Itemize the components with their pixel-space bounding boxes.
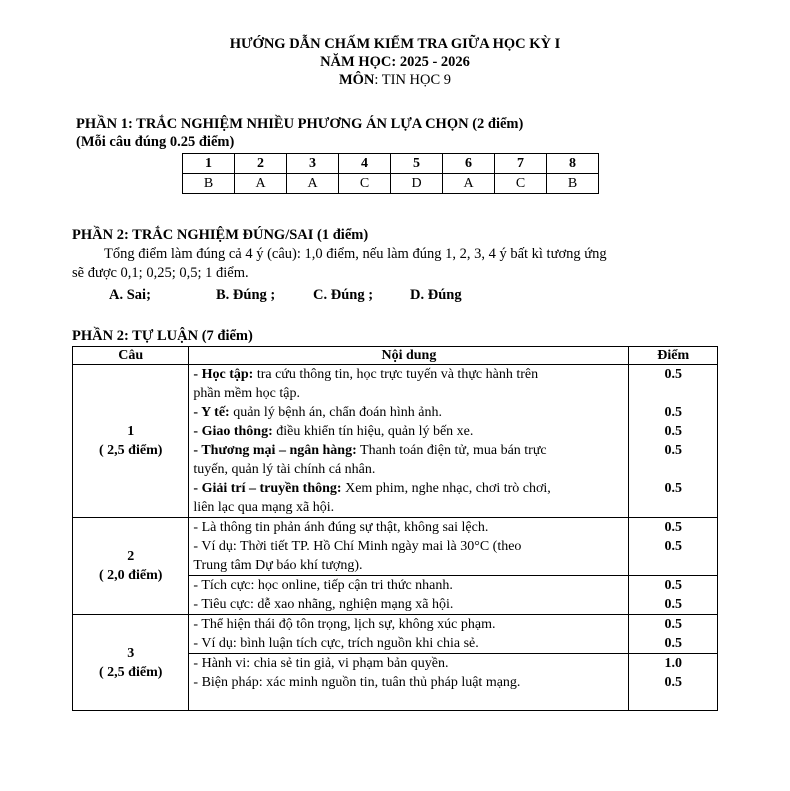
score-value: 0.5: [664, 578, 682, 593]
content-text: - Tích cực: học online, tiếp cận tri thức nhanh.: [193, 578, 453, 593]
topic-label: - Giao thông:: [193, 424, 273, 439]
answer-cell: B: [547, 174, 599, 194]
part2-text-line1: Tổng điểm làm đúng cả 4 ý (câu): 1,0 điểm, nếu làm đúng 1, 2, 3, 4 ý bất kì tương ứng: [104, 246, 607, 262]
header-school-year: NĂM HỌC: 2025 - 2026: [320, 54, 470, 70]
score-value: 1.0: [664, 656, 682, 671]
content-text: - Ví dụ: Thời tiết TP. Hồ Chí Minh ngày mai là 30°C (theo: [193, 539, 522, 554]
content-cell-2b: [189, 576, 629, 615]
topic-label: - Y tế:: [193, 405, 230, 420]
part2-title: PHẦN 2: TRẮC NGHIỆM ĐÚNG/SAI (1 điểm): [72, 227, 369, 243]
content-text: - Là thông tin phản ánh đúng sự thật, không sai lệch.: [193, 520, 489, 535]
document-header: [0, 35, 790, 89]
score-value: 0.5: [664, 443, 682, 458]
content-cell-3b: [189, 654, 629, 711]
score-value: 0.5: [664, 520, 682, 535]
question-points: ( 2,0 điểm): [99, 568, 163, 583]
score-value: 0.5: [664, 675, 682, 690]
content-text: tuyến, quản lý tài chính cá nhân.: [193, 462, 376, 477]
column-header-noidung: Nội dung: [189, 347, 629, 365]
content-text: điều khiển tín hiệu, quản lý bến xe.: [272, 424, 474, 439]
question-number: 3: [287, 154, 339, 174]
essay-row-q2a: [73, 518, 718, 576]
column-header-diem: Điểm: [629, 347, 718, 365]
question-number: 8: [547, 154, 599, 174]
header-title: HƯỚNG DẪN CHẤM KIỂM TRA GIỮA HỌC KỲ I: [229, 36, 561, 52]
content-text: Trung tâm Dự báo khí tượng).: [193, 558, 363, 573]
score-cell-2a: [629, 518, 718, 576]
part2-answer-d: D. Đúng: [410, 287, 462, 303]
score-value: 0.5: [664, 597, 682, 612]
question-points: ( 2,5 điểm): [99, 664, 163, 680]
score-cell-3a: [629, 615, 718, 654]
question-number: 2: [127, 549, 135, 564]
answer-cell: B: [183, 174, 235, 194]
score-value: 0.5: [664, 481, 682, 496]
answer-cell: A: [443, 174, 495, 194]
content-cell-2a: [189, 518, 629, 576]
content-text: Xem phim, nghe nhạc, chơi trò chơi,: [341, 481, 551, 496]
content-cell-3a: [189, 615, 629, 654]
part2-answer-c: C. Đúng ;: [313, 287, 374, 303]
score-cell-2b: [629, 576, 718, 615]
content-text: quản lý bệnh án, chẩn đoán hình ảnh.: [229, 405, 442, 420]
question-cell-1: [73, 365, 189, 518]
score-value: 0.5: [664, 636, 682, 651]
topic-label: - Thương mại – ngân hàng:: [193, 443, 357, 458]
answer-cell: C: [339, 174, 391, 194]
question-cell-2: [73, 518, 189, 615]
content-text: - Thể hiện thái độ tôn trọng, lịch sự, không xúc phạm.: [193, 617, 496, 632]
question-number: 4: [339, 154, 391, 174]
content-text: - Ví dụ: bình luận tích cực, trích nguồn khi chia sẻ.: [193, 636, 479, 651]
answer-cell: A: [235, 174, 287, 194]
question-number: 7: [495, 154, 547, 174]
answer-cell: D: [391, 174, 443, 194]
essay-table: [72, 346, 718, 711]
score-value: 0.5: [664, 424, 682, 439]
content-cell-1: [189, 365, 629, 518]
part2-answer-a: A. Sai;: [109, 287, 151, 303]
answer-cell: A: [287, 174, 339, 194]
question-number: 2: [235, 154, 287, 174]
score-value: 0.5: [664, 617, 682, 632]
content-text: - Biện pháp: xác minh nguồn tin, tuân thủ pháp luật mạng.: [193, 675, 521, 690]
answer-key-table: [182, 153, 599, 194]
subject-value: : TIN HỌC 9: [374, 72, 452, 88]
question-cell-3: [73, 615, 189, 711]
content-text: tra cứu thông tin, học trực tuyến và thực hành trên: [253, 367, 539, 382]
column-header-cau: Câu: [73, 347, 189, 365]
header-subject: [0, 71, 790, 89]
question-number: 6: [443, 154, 495, 174]
score-value: 0.5: [664, 367, 682, 382]
content-text: liên lạc qua mạng xã hội.: [193, 500, 335, 515]
content-text: - Tiêu cực: dễ xao nhãng, nghiện mạng xã hội.: [193, 597, 454, 612]
content-text: Thanh toán điện tử, mua bán trực: [356, 443, 547, 458]
part2-description: [72, 245, 722, 283]
score-cell-1: [629, 365, 718, 518]
content-text: phần mềm học tập.: [193, 386, 300, 401]
topic-label: - Học tập:: [193, 367, 254, 382]
score-cell-3b: [629, 654, 718, 711]
part2-text-line2: sẽ được 0,1; 0,25; 0,5; 1 điểm.: [72, 265, 249, 281]
part2-answer-b: B. Đúng ;: [216, 287, 276, 303]
answer-cell: C: [495, 174, 547, 194]
essay-header-row: [73, 347, 718, 365]
score-value: 0.5: [664, 405, 682, 420]
question-points: ( 2,5 điểm): [99, 443, 163, 458]
question-number: 1: [183, 154, 235, 174]
question-number: 3: [127, 645, 135, 661]
part1-subtitle: (Mỗi câu đúng 0.25 điểm): [76, 134, 235, 150]
part3-title: PHẦN 2: TỰ LUẬN (7 điểm): [72, 328, 253, 344]
answer-key-answers-row: [183, 174, 599, 194]
subject-label: MÔN: [338, 72, 375, 88]
essay-row-q1: [73, 365, 718, 518]
part1-title: PHẦN 1: TRẮC NGHIỆM NHIỀU PHƯƠNG ÁN LỰA CHỌN (2 điểm): [76, 116, 524, 132]
score-value: 0.5: [664, 539, 682, 554]
answer-key-numbers-row: [183, 154, 599, 174]
content-text: - Hành vi: chia sẻ tin giả, vi phạm bản quyền.: [193, 656, 449, 671]
question-number: 5: [391, 154, 443, 174]
question-number: 1: [127, 424, 135, 439]
essay-row-q3a: [73, 615, 718, 654]
topic-label: - Giải trí – truyền thông:: [193, 481, 342, 496]
